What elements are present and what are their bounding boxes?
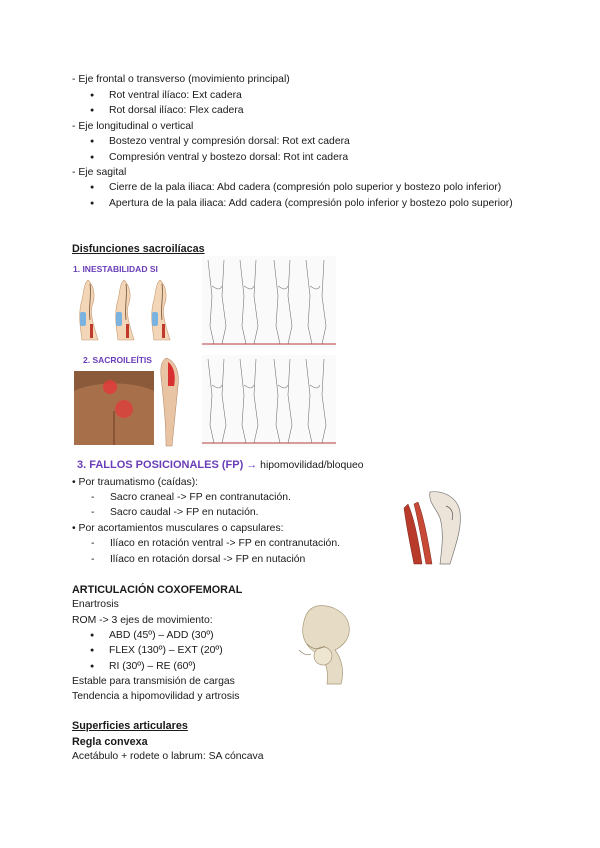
coxofemoral-line: Estable para transmisión de cargas [72, 676, 235, 687]
coxofemoral-line: Tendencia a hipomovilidad y artrosis [72, 691, 240, 702]
coxofemoral-title: ARTICULACIÓN COXOFEMORAL [72, 584, 243, 596]
disfunciones-title: Disfunciones sacroilíacas [72, 243, 205, 255]
rom-item: ● RI (30º) – RE (60º) [109, 660, 196, 674]
rom-item: ● ABD (45º) – ADD (30º) [109, 629, 214, 643]
superficies-title: Superficies articulares [72, 720, 188, 732]
eje-sagital-item: ● Cierre de la pala iliaca: Abd cadera (compresión polo superior y bostezo polo inferior) [109, 181, 501, 195]
fig2-label: 2. SACROILEÍTIS [83, 355, 152, 365]
coxofemoral-line: Enartrosis [72, 599, 119, 610]
leg-sketches-image [202, 256, 336, 348]
eje-sagital-item: ● Apertura de la pala iliaca: Add cadera (compresión polo inferior y bostezo polo superior) [109, 197, 519, 211]
eje-longitudinal-item: ● Bostezo ventral y compresión dorsal: Rot ext cadera [109, 135, 350, 149]
hip-joint-image [297, 604, 355, 686]
eje-frontal-item: ● Rot ventral ilíaco: Ext cadera [109, 89, 242, 103]
traumatismo-item: - Sacro caudal -> FP en nutación. [110, 506, 259, 520]
eje-longitudinal-item: ● Compresión ventral y bostezo dorsal: Rot int cadera [109, 151, 348, 165]
spine-figures-image [74, 276, 180, 346]
acortamientos-item: - Ilíaco en rotación dorsal -> FP en nutación [110, 553, 305, 567]
leg-sketches-image-2 [202, 355, 336, 447]
eje-longitudinal-heading: - Eje longitudinal o vertical [72, 121, 194, 132]
leg-muscle-image [156, 356, 186, 448]
fallos-posicionales-heading [77, 458, 364, 473]
acortamientos-heading: • Por acortamientos musculares o capsulares: [72, 523, 284, 534]
traumatismo-item: - Sacro craneal -> FP en contranutación. [110, 491, 291, 505]
regla-convexa-subtitle: Regla convexa [72, 736, 148, 748]
eje-sagital-heading: - Eje sagital [72, 167, 127, 178]
coxofemoral-line: ROM -> 3 ejes de movimiento: [72, 615, 213, 626]
eje-frontal-heading: - Eje frontal o transverso (movimiento principal) [72, 74, 290, 85]
traumatismo-heading: • Por traumatismo (caídas): [72, 477, 199, 488]
fallos-tail: hipomovilidad/bloqueo [257, 460, 364, 471]
eje-frontal-item: ● Rot dorsal ilíaco: Flex cadera [109, 104, 244, 118]
back-pain-image [74, 371, 154, 445]
fig1-label: 1. INESTABILIDAD SI [73, 264, 158, 274]
fallos-label: 3. FALLOS POSICIONALES (FP) → [77, 459, 258, 471]
pelvis-muscles-image [400, 488, 468, 568]
rom-item: ● FLEX (130º) – EXT (20º) [109, 644, 223, 658]
acortamientos-item: - Ilíaco en rotación ventral -> FP en contranutación. [110, 537, 340, 551]
acetabulo-line: Acetábulo + rodete o labrum: SA cóncava [72, 751, 264, 762]
